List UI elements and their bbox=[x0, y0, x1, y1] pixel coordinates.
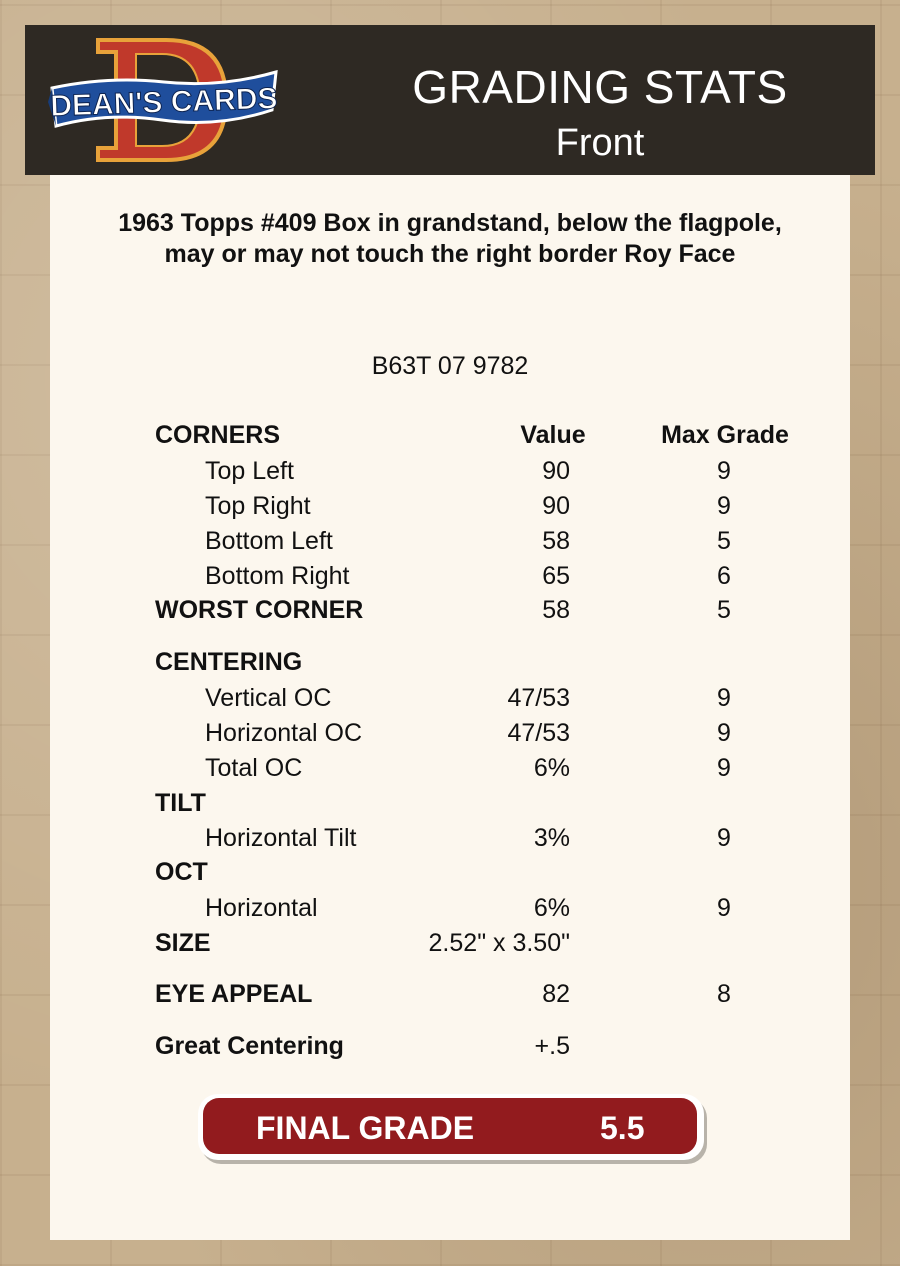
stat-row bbox=[0, 527, 900, 559]
stat-name: Horizontal Tilt bbox=[205, 824, 357, 852]
final-grade-value: 5.5 bbox=[600, 1110, 645, 1146]
stat-row bbox=[0, 492, 900, 524]
tilt-header-row bbox=[0, 789, 900, 821]
great-centering-label: Great Centering bbox=[155, 1032, 344, 1060]
section-label-centering: CENTERING bbox=[155, 648, 303, 676]
section-label-size: SIZE bbox=[155, 929, 211, 957]
stat-value: 47/53 bbox=[507, 684, 570, 712]
stat-value: 3% bbox=[533, 824, 570, 852]
final-grade-label: FINAL GRADE bbox=[256, 1110, 475, 1146]
stat-value: 90 bbox=[542, 457, 570, 485]
deans-cards-logo bbox=[48, 36, 280, 164]
stat-value: 6% bbox=[533, 754, 570, 782]
stat-max-grade: 5 bbox=[717, 596, 731, 624]
stat-max-grade: 9 bbox=[717, 754, 731, 782]
card-description: 1963 Topps #409 Box in grandstand, below the flagpole, may or may not touch the right border Roy Face bbox=[118, 209, 782, 268]
stat-row bbox=[0, 719, 900, 751]
stat-row bbox=[0, 894, 900, 926]
stat-name: Horizontal OC bbox=[205, 719, 362, 747]
stat-max-grade: 6 bbox=[717, 562, 731, 590]
stat-row bbox=[0, 684, 900, 716]
section-label-tilt: TILT bbox=[155, 789, 206, 817]
great-centering-row bbox=[0, 1032, 900, 1064]
stat-name: Vertical OC bbox=[205, 684, 332, 712]
stat-max-grade: 9 bbox=[717, 824, 731, 852]
stat-max-grade: 9 bbox=[717, 492, 731, 520]
page-title: GRADING STATS bbox=[412, 61, 788, 113]
stat-max-grade: 9 bbox=[717, 894, 731, 922]
stat-value: 6% bbox=[533, 894, 570, 922]
stat-value: 82 bbox=[542, 980, 570, 1008]
final-grade-box bbox=[198, 1094, 704, 1160]
stat-value: 47/53 bbox=[507, 719, 570, 747]
eye-appeal-row bbox=[0, 980, 900, 1012]
stat-value: 90 bbox=[542, 492, 570, 520]
stat-name: Top Right bbox=[205, 492, 311, 520]
worst-corner-row bbox=[0, 596, 900, 628]
stat-max-grade: 9 bbox=[717, 684, 731, 712]
stat-name: Bottom Left bbox=[205, 527, 333, 555]
page-subtitle: Front bbox=[555, 122, 645, 164]
cert-number: B63T 07 9782 bbox=[371, 352, 529, 380]
size-row bbox=[0, 929, 900, 961]
stat-row bbox=[0, 824, 900, 856]
stat-name: Bottom Right bbox=[205, 562, 350, 590]
oct-header-row bbox=[0, 858, 900, 890]
stat-row bbox=[0, 562, 900, 594]
section-label-oct: OCT bbox=[155, 858, 208, 886]
stat-value: 58 bbox=[542, 527, 570, 555]
stat-row bbox=[0, 754, 900, 786]
centering-header-row bbox=[0, 648, 900, 680]
header-bar bbox=[25, 25, 875, 175]
stat-max-grade: 8 bbox=[717, 980, 731, 1008]
stat-name: Horizontal bbox=[205, 894, 318, 922]
corners-header-row bbox=[0, 421, 900, 453]
stat-name: Total OC bbox=[205, 754, 303, 782]
size-value: 2.52" x 3.50" bbox=[428, 929, 570, 957]
section-label-corners: CORNERS bbox=[155, 421, 281, 449]
stat-max-grade: 9 bbox=[717, 457, 731, 485]
stat-row bbox=[0, 457, 900, 489]
svg-text:DEAN'S CARDS: DEAN'S CARDS bbox=[49, 82, 278, 123]
stat-max-grade: 5 bbox=[717, 527, 731, 555]
stat-max-grade: 9 bbox=[717, 719, 731, 747]
section-label-eye-appeal: EYE APPEAL bbox=[155, 980, 313, 1008]
stat-name: Top Left bbox=[205, 457, 294, 485]
great-centering-value: +.5 bbox=[534, 1032, 570, 1060]
worst-corner-label: WORST CORNER bbox=[155, 596, 364, 624]
column-header-value: Value bbox=[520, 421, 586, 449]
final-grade-banner bbox=[203, 1098, 697, 1154]
stat-value: 65 bbox=[542, 562, 570, 590]
stat-value: 58 bbox=[542, 596, 570, 624]
column-header-max-grade: Max Grade bbox=[661, 421, 789, 449]
